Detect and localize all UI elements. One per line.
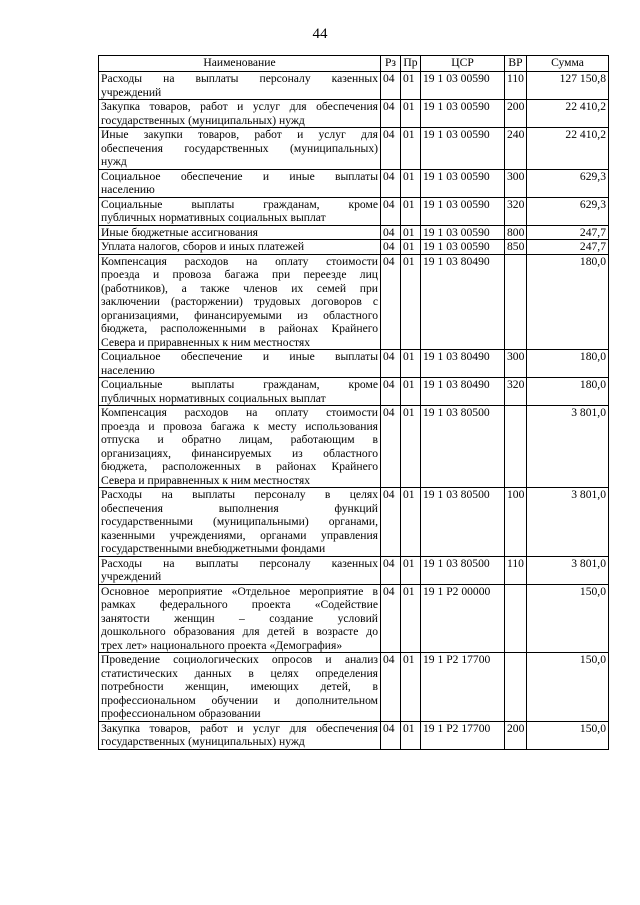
row-csr: 19 1 P2 00000 [421, 584, 505, 653]
row-vr: 200 [505, 100, 527, 128]
row-name [99, 584, 381, 653]
row-sum: 150,0 [527, 721, 609, 749]
row-name-line: бюджета, расположенных в районах Крайнего [101, 460, 378, 473]
row-name-line: Иные бюджетные ассигнования [101, 225, 258, 239]
row-csr: 19 1 03 00590 [421, 225, 505, 240]
row-rz: 04 [381, 378, 401, 406]
table-row [99, 653, 609, 722]
row-name [99, 240, 381, 255]
row-name-line: Закупка товаров, работ и услуг для обеспечения [101, 721, 378, 735]
row-name-line: Социальные выплаты гражданам, кроме [101, 378, 378, 391]
row-sum: 180,0 [527, 378, 609, 406]
row-vr: 240 [505, 128, 527, 170]
row-vr: 100 [505, 488, 527, 557]
row-vr [505, 254, 527, 350]
row-name [99, 225, 381, 240]
row-vr [505, 584, 527, 653]
row-rz: 04 [381, 406, 401, 488]
table-row [99, 254, 609, 350]
table-row [99, 128, 609, 170]
row-name-line: дошкольного образования для детей в возрасте до [101, 625, 378, 638]
row-vr: 320 [505, 378, 527, 406]
row-name-line: трех лет» национального проекта «Демография» [101, 638, 343, 652]
page-number: 44 [312, 26, 328, 42]
row-name-line: Компенсация расходов на оплату стоимости [101, 406, 378, 419]
row-sum: 150,0 [527, 653, 609, 722]
row-name [99, 378, 381, 406]
row-name-line: (работников), а также членов их семей при [101, 281, 378, 295]
row-name-line: Компенсация расходов на оплату стоимости [101, 254, 378, 268]
row-name [99, 721, 381, 749]
row-name-line: проезда и провоза багажа к месту использования [101, 419, 378, 433]
row-csr: 19 1 03 80490 [421, 378, 505, 406]
row-name-line: обеспечения выполнения функций [101, 501, 378, 515]
row-vr: 110 [505, 556, 527, 584]
table-row [99, 350, 609, 378]
row-name-line: учреждений [101, 85, 162, 99]
row-name-line: отпуска и обратно лицам, работающим в [101, 433, 378, 446]
row-pr: 01 [401, 100, 421, 128]
row-sum: 180,0 [527, 350, 609, 378]
row-vr: 850 [505, 240, 527, 255]
row-sum: 3 801,0 [527, 406, 609, 488]
row-name-line: профессиональном образовании [101, 707, 261, 720]
row-name [99, 197, 381, 225]
row-rz: 04 [381, 350, 401, 378]
row-csr: 19 1 03 80490 [421, 350, 505, 378]
table-row [99, 488, 609, 557]
row-vr [505, 653, 527, 722]
row-name-line: Уплата налогов, сборов и иных платежей [101, 240, 305, 253]
row-rz: 04 [381, 488, 401, 557]
row-name-line: рамках федерального проекта «Содействие [101, 598, 378, 611]
row-name [99, 254, 381, 350]
table-row [99, 721, 609, 749]
row-sum: 22 410,2 [527, 100, 609, 128]
row-name-line: бюджета, расположенными в районах Крайнего [101, 322, 378, 335]
row-name [99, 556, 381, 584]
row-name [99, 128, 381, 170]
header-sum: Сумма [527, 56, 609, 72]
row-rz: 04 [381, 556, 401, 584]
row-name-line: Закупка товаров, работ и услуг для обеспечения [101, 100, 378, 113]
row-name-line: Расходы на выплаты персоналу казенных [101, 556, 378, 570]
row-csr: 19 1 03 80500 [421, 488, 505, 557]
row-pr: 01 [401, 556, 421, 584]
table-header-row [99, 56, 609, 72]
row-name-line: обеспечения государственных (муниципальных) [101, 141, 378, 155]
row-pr: 01 [401, 350, 421, 378]
row-rz: 04 [381, 128, 401, 170]
row-csr: 19 1 03 00590 [421, 169, 505, 197]
row-name [99, 72, 381, 100]
row-vr: 300 [505, 350, 527, 378]
table-row [99, 406, 609, 488]
row-sum: 150,0 [527, 584, 609, 653]
row-name-line: государственными внебюджетными фондами [101, 542, 326, 555]
row-name-line: государственных (муниципальных) нужд [101, 113, 305, 127]
row-csr: 19 1 P2 17700 [421, 653, 505, 722]
row-name-line: казенными учреждениями, органами управления [101, 528, 378, 542]
row-csr: 19 1 03 80500 [421, 406, 505, 488]
row-rz: 04 [381, 169, 401, 197]
row-name-line: Расходы на выплаты персоналу в целях [101, 488, 378, 501]
row-name-line: занятости женщин – создание условий [101, 611, 378, 625]
row-pr: 01 [401, 225, 421, 240]
row-sum: 3 801,0 [527, 488, 609, 557]
row-pr: 01 [401, 254, 421, 350]
row-name-line: потребности женщин, имеющих детей, в [101, 680, 378, 693]
row-rz: 04 [381, 584, 401, 653]
row-sum: 22 410,2 [527, 128, 609, 170]
row-name-line: Социальное обеспечение и иные выплаты [101, 169, 378, 183]
row-name-line: проезда и провоза багажа при переезде лиц [101, 268, 378, 281]
row-sum: 629,3 [527, 169, 609, 197]
row-name-line: учреждений [101, 570, 162, 583]
table-row [99, 72, 609, 100]
row-pr: 01 [401, 197, 421, 225]
row-vr: 800 [505, 225, 527, 240]
row-pr: 01 [401, 128, 421, 170]
header-name: Наименование [99, 56, 381, 72]
table-row [99, 225, 609, 240]
row-name-line: статистических данных в целях определения [101, 666, 378, 680]
row-csr: 19 1 03 00590 [421, 72, 505, 100]
row-sum: 629,3 [527, 197, 609, 225]
row-pr: 01 [401, 240, 421, 255]
row-vr: 300 [505, 169, 527, 197]
row-pr: 01 [401, 169, 421, 197]
row-csr: 19 1 03 00590 [421, 128, 505, 170]
table-row [99, 378, 609, 406]
row-pr: 01 [401, 488, 421, 557]
row-rz: 04 [381, 721, 401, 749]
row-sum: 247,7 [527, 240, 609, 255]
row-rz: 04 [381, 653, 401, 722]
row-name [99, 406, 381, 488]
row-rz: 04 [381, 225, 401, 240]
row-sum: 180,0 [527, 254, 609, 350]
row-pr: 01 [401, 584, 421, 653]
row-pr: 01 [401, 406, 421, 488]
budget-table [98, 55, 609, 750]
row-name-line: Севера и приравненных к ним местностях [101, 473, 311, 487]
table-row [99, 169, 609, 197]
header-pr: Пр [401, 56, 421, 72]
header-vr: ВР [505, 56, 527, 72]
row-name [99, 350, 381, 378]
row-name-line: Проведение социологических опросов и анализ [101, 653, 378, 666]
table-row [99, 197, 609, 225]
row-vr: 200 [505, 721, 527, 749]
row-pr: 01 [401, 72, 421, 100]
row-name-line: организациями, финансируемыми из областного [101, 308, 378, 322]
row-rz: 04 [381, 100, 401, 128]
row-csr: 19 1 03 80490 [421, 254, 505, 350]
row-name-line: Социальное обеспечение и иные выплаты [101, 350, 378, 363]
row-name-line: населению [101, 363, 155, 377]
row-csr: 19 1 P2 17700 [421, 721, 505, 749]
row-csr: 19 1 03 80500 [421, 556, 505, 584]
row-rz: 04 [381, 72, 401, 100]
row-name-line: нужд [101, 155, 127, 168]
row-csr: 19 1 03 00590 [421, 100, 505, 128]
row-name-line: населению [101, 183, 155, 196]
row-name [99, 169, 381, 197]
row-name [99, 100, 381, 128]
row-name [99, 488, 381, 557]
row-name [99, 653, 381, 722]
row-name-line: Иные закупки товаров, работ и услуг для [101, 128, 378, 141]
row-name-line: Социальные выплаты гражданам, кроме [101, 197, 378, 211]
row-vr [505, 406, 527, 488]
row-name-line: Севера и приравненных к ним местностях [101, 335, 311, 349]
row-pr: 01 [401, 378, 421, 406]
row-name-line: государственных (муниципальных) нужд [101, 735, 305, 748]
row-rz: 04 [381, 240, 401, 255]
row-name-line: профессиональном обучении и дополнительном [101, 693, 378, 707]
row-name-line: публичных нормативных социальных выплат [101, 211, 326, 224]
row-sum: 3 801,0 [527, 556, 609, 584]
row-name-line: Расходы на выплаты персоналу казенных [101, 72, 378, 85]
row-name-line: заключении (расторжении) трудовых договоров с [101, 295, 378, 308]
row-pr: 01 [401, 653, 421, 722]
row-name-line: организациях, финансируемых из областного [101, 446, 378, 460]
header-csr: ЦСР [421, 56, 505, 72]
row-vr: 110 [505, 72, 527, 100]
row-rz: 04 [381, 197, 401, 225]
row-name-line: Основное мероприятие «Отдельное мероприятие в [101, 584, 378, 598]
header-rz: Рз [381, 56, 401, 72]
row-name-line: публичных нормативных социальных выплат [101, 391, 326, 405]
row-name-line: государственными (муниципальными) органами, [101, 515, 378, 528]
row-rz: 04 [381, 254, 401, 350]
table-row [99, 100, 609, 128]
table-row [99, 584, 609, 653]
row-sum: 127 150,8 [527, 72, 609, 100]
row-vr: 320 [505, 197, 527, 225]
row-pr: 01 [401, 721, 421, 749]
row-csr: 19 1 03 00590 [421, 240, 505, 255]
table-row [99, 240, 609, 255]
row-sum: 247,7 [527, 225, 609, 240]
row-csr: 19 1 03 00590 [421, 197, 505, 225]
table-row [99, 556, 609, 584]
